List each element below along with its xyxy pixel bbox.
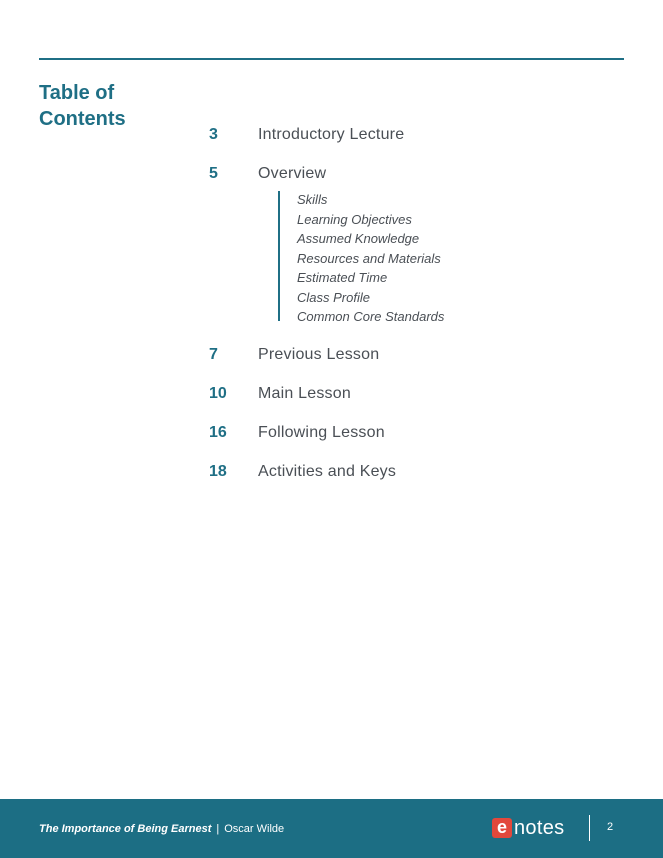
- subsection-item-learning-objectives[interactable]: Learning Objectives: [297, 211, 412, 227]
- toc-entry-label: Introductory Lecture: [258, 126, 405, 143]
- subsection-item-common-core-standards[interactable]: Common Core Standards: [297, 309, 445, 324]
- toc-page-number: 3: [209, 126, 218, 143]
- toc-entry-label: Following Lesson: [258, 424, 385, 441]
- subsection-item-class-profile[interactable]: Class Profile: [297, 289, 370, 305]
- toc-page-number: 5: [209, 165, 218, 182]
- toc-page-number: 7: [209, 346, 218, 363]
- footer-citation: [39, 822, 284, 836]
- subsection-item-estimated-time[interactable]: Estimated Time: [297, 270, 388, 285]
- top-divider-rule: [39, 58, 624, 60]
- subsection-item-resources-and-materials[interactable]: Resources and Materials: [297, 250, 441, 266]
- page-number: 2: [607, 821, 614, 833]
- toc-page-number: 10: [209, 385, 227, 402]
- toc-entry-label: Overview: [258, 165, 327, 182]
- footer-vertical-divider: [589, 815, 590, 841]
- footer-book-title: The Importance of Being Earnest: [39, 823, 212, 835]
- subsection-item-assumed-knowledge[interactable]: Assumed Knowledge: [297, 231, 420, 246]
- overview-subsection-list: [278, 191, 480, 324]
- toc-page-number: 18: [209, 463, 227, 480]
- page-title: Table of Contents: [39, 82, 126, 130]
- toc-entry-label: Previous Lesson: [258, 346, 380, 363]
- footer-author: Oscar Wilde: [224, 823, 285, 835]
- toc-page-number: 16: [209, 424, 227, 441]
- toc-entry-label: Main Lesson: [258, 385, 351, 402]
- subsection-item-skills[interactable]: Skills: [297, 192, 328, 207]
- footer-separator: |: [216, 823, 220, 835]
- logo-wordmark: notes: [514, 817, 565, 839]
- logo-e-mark: e: [492, 818, 512, 838]
- toc-entry-label: Activities and Keys: [258, 463, 397, 480]
- page-footer: [0, 799, 663, 858]
